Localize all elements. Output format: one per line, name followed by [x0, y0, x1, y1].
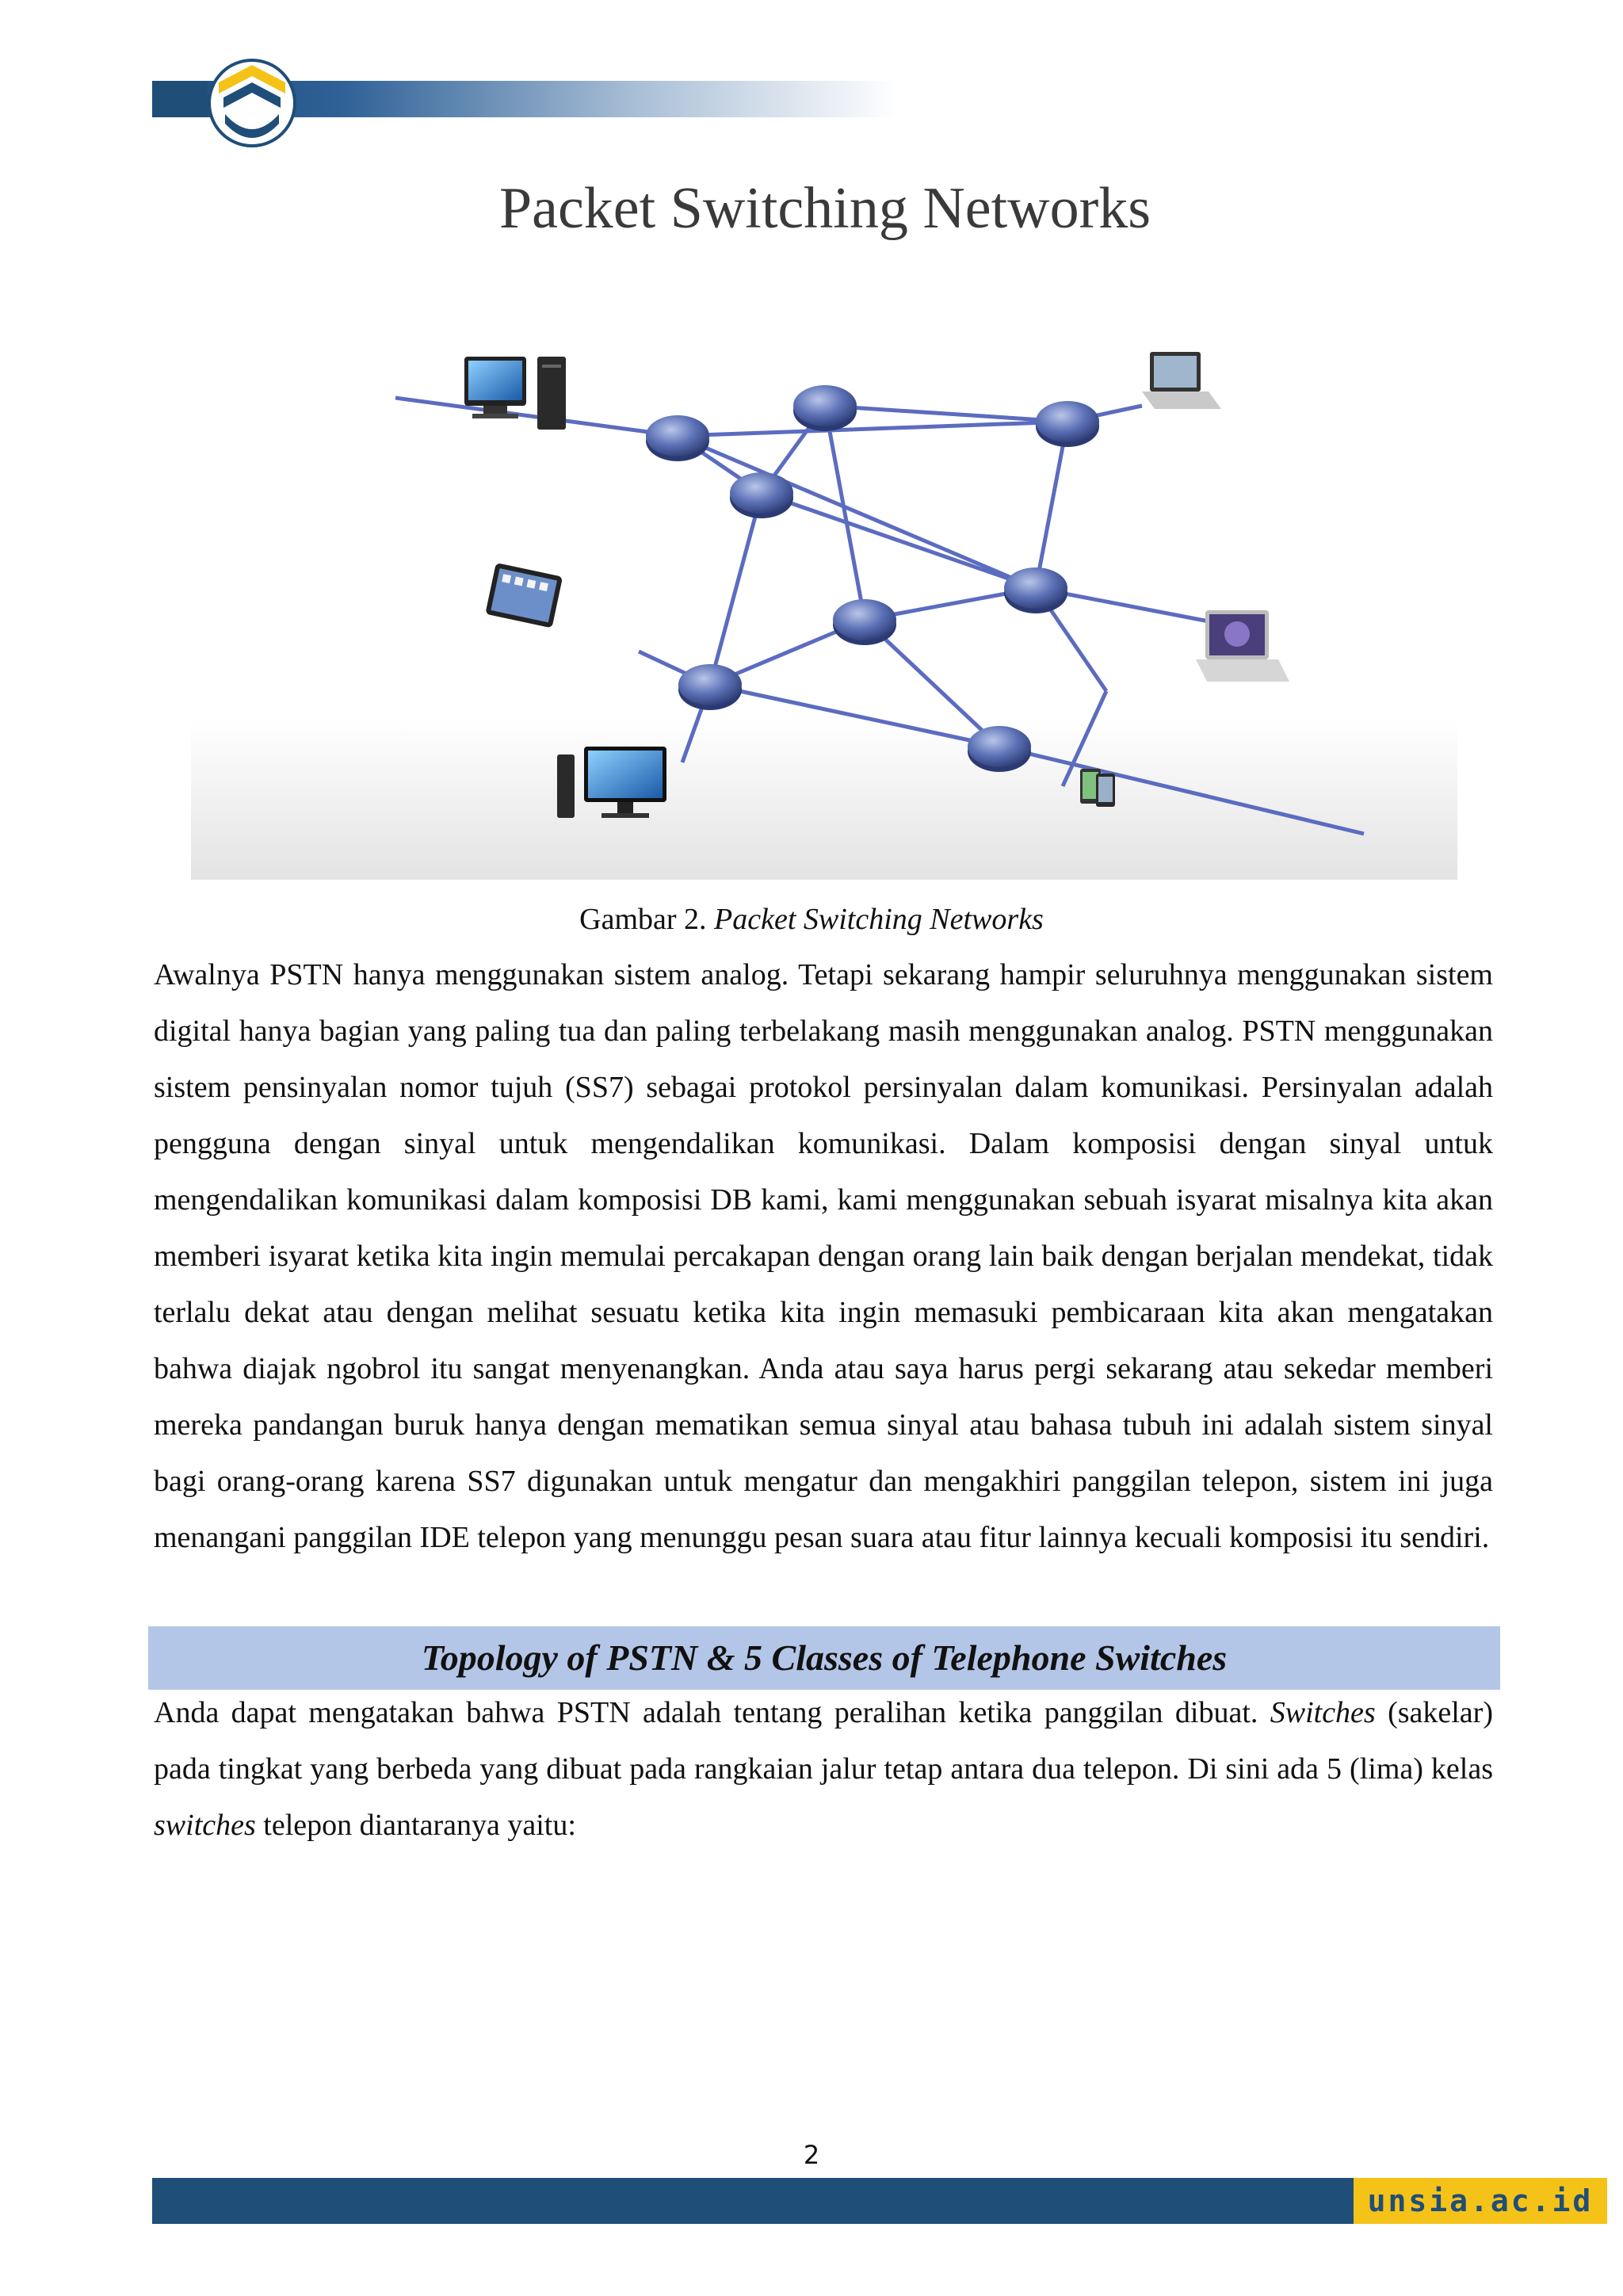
body-paragraph [154, 1685, 1493, 1854]
router-icon [793, 385, 857, 431]
packet-switching-figure [191, 152, 1457, 880]
smartphone-icon [1080, 769, 1115, 807]
laptop-icon [1142, 352, 1221, 409]
router-icon [968, 726, 1031, 772]
paragraph-italic-term: switches [154, 1809, 256, 1842]
paragraph-text: telepon diantaranya yaitu: [255, 1809, 576, 1842]
tablet-icon [485, 563, 563, 628]
paragraph-italic-term: Switches [1270, 1696, 1376, 1729]
footer-bar [152, 2178, 1371, 2224]
router-icon [1036, 401, 1099, 447]
desktop-computer-icon [557, 747, 666, 818]
header-left-block [152, 81, 208, 117]
body-paragraph: Awalnya PSTN hanya menggunakan sistem analog. Tetapi sekarang hampir seluruhnya menggunakan sistem digital hanya bagian yang paling tua dan paling terbelakang masih menggunakan analog. PSTN menggunakan sistem pensinyalan nomor tujuh (SS7) sebagai protokol persinyalan dalam komunikasi. Persinyalan adalah pengguna dengan sinyal untuk mengendalikan komunikasi. Dalam komposisi dengan sinyal untuk mengendalikan komunikasi dalam komposisi DB kami, kami menggunakan sebuah isyarat misalnya kita akan memberi isyarat ketika kita ingin memulai percakapan dengan orang lain baik dengan berjalan mendekat, tidak terlalu dekat atau dengan melihat sesuatu ketika kita ingin memasuki pembicaraan kita akan mengatakan bahwa diajak ngobrol itu sangat menyenangkan. Anda atau saya harus pergi sekarang atau sekedar memberi mereka pandangan buruk hanya dengan mematikan semua sinyal atau bahasa tubuh ini adalah sistem sinyal bagi orang-orang karena SS7 digunakan untuk mengatur dan mengakhiri panggilan telepon, sistem ini juga menangani panggilan IDE telepon yang menunggu pesan suara atau fitur lainnya kecuali komposisi itu sendiri. [154, 958, 1493, 1554]
router-icon [730, 472, 793, 518]
router-icon [1004, 567, 1067, 613]
caption-prefix: Gambar 2. [579, 903, 715, 936]
router-icon [833, 599, 896, 645]
footer-brand-link[interactable]: unsia.ac.id [1354, 2178, 1607, 2224]
caption-title: Packet Switching Networks [714, 903, 1044, 936]
paragraph-text: Anda dapat mengatakan bahwa PSTN adalah tentang peralihan ketika panggilan dibuat. [154, 1696, 1270, 1729]
figure-title: Packet Switching Networks [498, 176, 1151, 241]
page-number: 2 [803, 2140, 820, 2170]
section-heading: Topology of PSTN & 5 Classes of Telephone Switches [421, 1637, 1228, 1678]
unsia-logo-icon [208, 59, 296, 147]
paragraph-text: (sakelar) pada tingkat yang berbeda yang dibuat pada rangkaian jalur tetap antara dua telepon. Di sini ada 5 (lima) kelas [154, 1696, 1493, 1786]
figure-caption [0, 899, 1623, 940]
laptop-icon [1196, 610, 1289, 682]
router-icon [678, 664, 742, 710]
router-icon [646, 415, 709, 461]
desktop-computer-icon [464, 357, 566, 430]
routers [646, 385, 1099, 772]
network-diagram [191, 152, 1457, 880]
